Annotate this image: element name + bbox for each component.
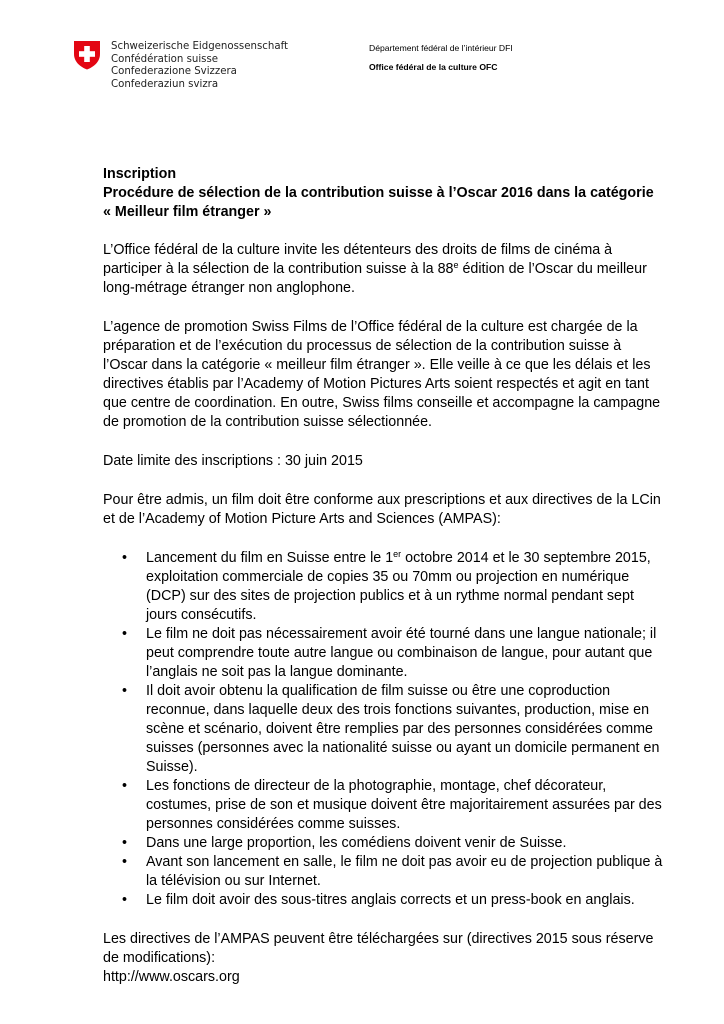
list-item xyxy=(103,549,663,625)
document-title: Inscription xyxy=(103,166,177,182)
deadline-paragraph: Date limite des inscriptions : 30 juin 2015 xyxy=(103,453,363,469)
bullet: • xyxy=(122,835,128,851)
list-item xyxy=(103,891,663,910)
bullet: • xyxy=(122,626,128,642)
confederation-name-de: Schweizerische Eidgenossenschaft xyxy=(111,41,288,52)
bullet: • xyxy=(122,892,128,908)
confederation-name-fr: Confédération suisse xyxy=(111,53,219,65)
intro-paragraph xyxy=(103,241,663,298)
department-name: Département fédéral de l’intérieur DFI xyxy=(369,43,513,53)
bullet-text-b: octobre 2014 et le 30 septembre 2015, exploitation commerciale de copies 35 ou 70mm ou projection en numérique (DCP) sur des sites de projection publics et à un rythme normal pendant sept jours consécutifs. xyxy=(146,550,651,623)
intro-superscript: e xyxy=(453,260,459,270)
intro-text-b: édition de l’Oscar du meilleur long-métrage étranger non anglophone. xyxy=(103,261,647,296)
confederation-name-rm: Confederaziun svizra xyxy=(111,78,219,90)
intro-text-a: L’Office fédéral de la culture invite les détenteurs des droits de films de cinéma à participer à la sélection de la contribution suisse à la 88 xyxy=(103,242,613,277)
bullet: • xyxy=(122,550,128,566)
list-item-text: Dans une large proportion, les comédiens doivent venir de Suisse. xyxy=(146,835,567,851)
document-subtitle-line2: « Meilleur film étranger » xyxy=(103,204,272,220)
list-item-text: Avant son lancement en salle, le film ne doit pas avoir eu de projection publique à la télévision ou sur Internet. xyxy=(146,854,663,889)
bullet-superscript: er xyxy=(393,549,402,559)
directives-text: Les directives de l’AMPAS peuvent être téléchargées sur (directives 2015 sous réserve de modifications): xyxy=(103,931,654,966)
swiss-coat-of-arms-icon xyxy=(72,40,102,70)
list-item xyxy=(103,834,663,853)
oscars-link[interactable]: http://www.oscars.org xyxy=(103,969,240,985)
bullet: • xyxy=(122,778,128,794)
conditions-list xyxy=(103,549,663,910)
bullet-text-a: Lancement du film en Suisse entre le 1 xyxy=(146,550,394,566)
bullet: • xyxy=(122,683,128,699)
confederation-name-it: Confederazione Svizzera xyxy=(111,66,237,78)
list-item-text: Les fonctions de directeur de la photographie, montage, chef décorateur, costumes, prise de son et musique doivent être majoritairement assurées par des personnes considérées comme suisses. xyxy=(146,778,662,832)
document-subtitle-line1: Procédure de sélection de la contribution suisse à l’Oscar 2016 dans la catégorie xyxy=(103,185,654,201)
list-item xyxy=(103,777,663,834)
list-item-text: Le film doit avoir des sous-titres anglais corrects et un press-book en anglais. xyxy=(146,892,635,908)
document-body xyxy=(103,165,663,987)
list-item xyxy=(103,682,663,777)
conditions-intro: Pour être admis, un film doit être conforme aux prescriptions et aux directives de la LCin et de l’Academy of Motion Picture Arts and Sciences (AMPAS): xyxy=(103,492,661,527)
list-item xyxy=(103,853,663,891)
confederation-names xyxy=(111,41,288,91)
bullet: • xyxy=(122,854,128,870)
office-name: Office fédéral de la culture OFC xyxy=(369,62,498,72)
directives-paragraph xyxy=(103,930,663,987)
list-item-text: Le film ne doit pas nécessairement avoir été tourné dans une langue nationale; il peut comprendre toute autre langue ou combinaison de langue, pour autant que l’anglais ne soit pas la langue dominante. xyxy=(146,626,657,680)
list-item xyxy=(103,625,663,682)
list-item-text: Il doit avoir obtenu la qualification de film suisse ou être une coproduction reconnue, dans laquelle deux des trois fonctions suivantes, production, mise en scène et scénario, doivent être remplies par des personnes considérées comme suisses (personnes avec la nationalité suisse ou ayant un domicile permanent en Suisse). xyxy=(146,683,660,775)
agency-paragraph: L’agence de promotion Swiss Films de l’Office fédéral de la culture est chargée de la préparation et de l’exécution du processus de sélection de la contribution suisse à l’Oscar dans la catégorie « meilleur film étranger ». Elle veille à ce que les délais et les directives établis par l’Academy of Motion Pictures Arts soient respectés et agit en tant que centre de coordination. En outre, Swiss films conseille et accompagne la campagne de promotion de la contribution suisse sélectionnée. xyxy=(103,319,661,430)
